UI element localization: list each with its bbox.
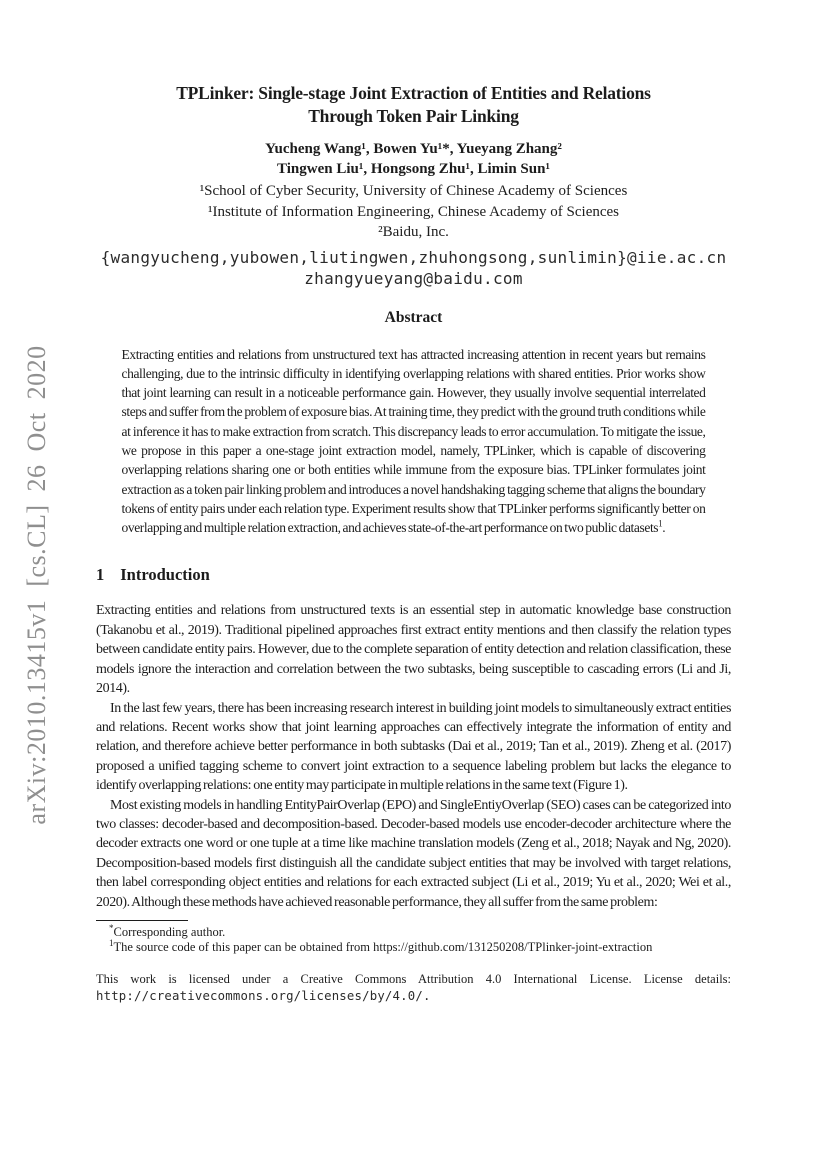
- footnote-marker-1: 1: [109, 938, 114, 949]
- intro-paragraph-1: Extracting entities and relations from unstructured texts is an essential step in automatic knowledge base construction (Takanobu et al., 2019). Traditional pipelined approaches first extract entity mentions and then classify the relation types between candidate entity pairs. However, due to the complete separation of entity detection and relation classification, these models ignore the interaction and correlation between the two subtasks, being susceptible to cascading errors (Li and Ji, 2014).: [96, 603, 731, 697]
- intro-paragraph-2: In the last few years, there has been increasing research interest in building joint models to simultaneously extract entities and relations. Recent works show that joint learning approaches can effectively integrate the information of entity and relation, and therefore achieve better performance in both subtasks (Dai et al., 2019; Tan et al., 2019). Zheng et al. (2017) proposed a unified tagging scheme to convert joint extraction to a sequence labeling problem but lacks the elegance to identify overlapping relations: one entity may participate in multiple relations in the same text (Figure 1).: [96, 700, 731, 794]
- email-line-1: {wangyucheng,yubowen,liutingwen,zhuhongsong,sunlimin}@iie.ac.cn: [100, 247, 727, 267]
- footnote-rule: [96, 920, 188, 921]
- footnote-block: [96, 920, 731, 956]
- footnote-corresponding-author: [96, 922, 731, 941]
- section-title: Introduction: [120, 565, 210, 585]
- section-number: 1: [96, 565, 105, 585]
- footnote-text-2[interactable]: The source code of this paper can be obtained from https://github.com/131250208/TPlinker-joint-extraction: [113, 940, 653, 955]
- abstract-text: [122, 345, 706, 538]
- affiliation-list: [96, 181, 731, 243]
- author-line-2: Tingwen Liu¹, Hongsong Zhu¹, Limin Sun¹: [277, 161, 550, 177]
- arxiv-watermark: arXiv:2010.13415v1 [cs.CL] 26 Oct 2020: [22, 345, 51, 825]
- license-text: This work is licensed under a Creative Commons Attribution 4.0 International License. License details:: [96, 971, 731, 986]
- affiliation-2: ¹Institute of Information Engineering, Chinese Academy of Sciences: [207, 203, 620, 220]
- intro-paragraph-3: Most existing models in handling EntityPairOverlap (EPO) and SingleEntiyOverlap (SEO) cases can be categorized into two classes: decoder-based and decomposition-based. Decoder-based models use encoder-decoder architecture where the decoder extracts one word or one tuple at a time like machine translation models (Zeng et al., 2018; Nayak and Ng, 2020). Decomposition-based models first distinguish all the candidate subject entities that may be involved with target relations, then label corresponding object entities and relations for each extracted subject (Li et al., 2019; Yu et al., 2020; Wei et al., 2020). Although these methods have achieved reasonable performance, they all suffer from the same problem:: [96, 797, 731, 910]
- affiliation-3: ²Baidu, Inc.: [378, 224, 449, 240]
- paper-title-line1: TPLinker: Single-stage Joint Extraction of Entities and Relations: [176, 83, 651, 103]
- footnote-source-code: [96, 940, 731, 956]
- email-block: [96, 247, 731, 289]
- abstract-heading: Abstract: [384, 308, 443, 326]
- footnote-marker-asterisk: *: [109, 922, 114, 933]
- abstract-text-suffix: .: [662, 520, 666, 536]
- affiliation-1: ¹School of Cyber Security, University of Chinese Academy of Sciences: [199, 183, 628, 199]
- footnote-text-1: Corresponding author.: [113, 924, 226, 939]
- paper-title-line2: Through Token Pair Linking: [308, 106, 519, 126]
- license-notice: [96, 971, 731, 1005]
- author-line-1: Yucheng Wang¹, Bowen Yu¹*, Yueyang Zhang²: [265, 141, 562, 157]
- paper-content-column: [96, 0, 731, 1017]
- author-list: [96, 139, 731, 179]
- license-url-link[interactable]: http://creativecommons.org/licenses/by/4.0/.: [96, 988, 431, 1003]
- abstract-text-body: Extracting entities and relations from unstructured text has attracted increasing attention in recent years but remains challenging, due to the intrinsic difficulty in identifying overlapping relations with shared entities. Prior works show that joint learning can result in a noticeable performance gain. However, they usually involve sequential interrelated steps and suffer from the problem of exposure bias. At training time, they predict with the ground truth conditions while at inference it has to make extraction from scratch. This discrepancy leads to error accumulation. To mitigate the issue, we propose in this paper a one-stage joint extraction model, namely, TPLinker, which is capable of discovering overlapping relations sharing one or both entities while immune from the exposure bias. TPLinker formulates joint extraction as a token pair linking problem and introduces a novel handshaking tagging scheme that aligns the boundary tokens of entity pairs under each relation type. Experiment results show that TPLinker performs significantly better on overlapping and multiple relation extraction, and achieves state-of-the-art performance on two public datasets: [121, 346, 706, 536]
- section-heading-introduction: [96, 565, 731, 585]
- paper-title: [96, 0, 731, 128]
- email-line-2: zhangyueyang@baidu.com: [304, 268, 523, 288]
- abstract-footnote-ref: 1: [658, 518, 663, 529]
